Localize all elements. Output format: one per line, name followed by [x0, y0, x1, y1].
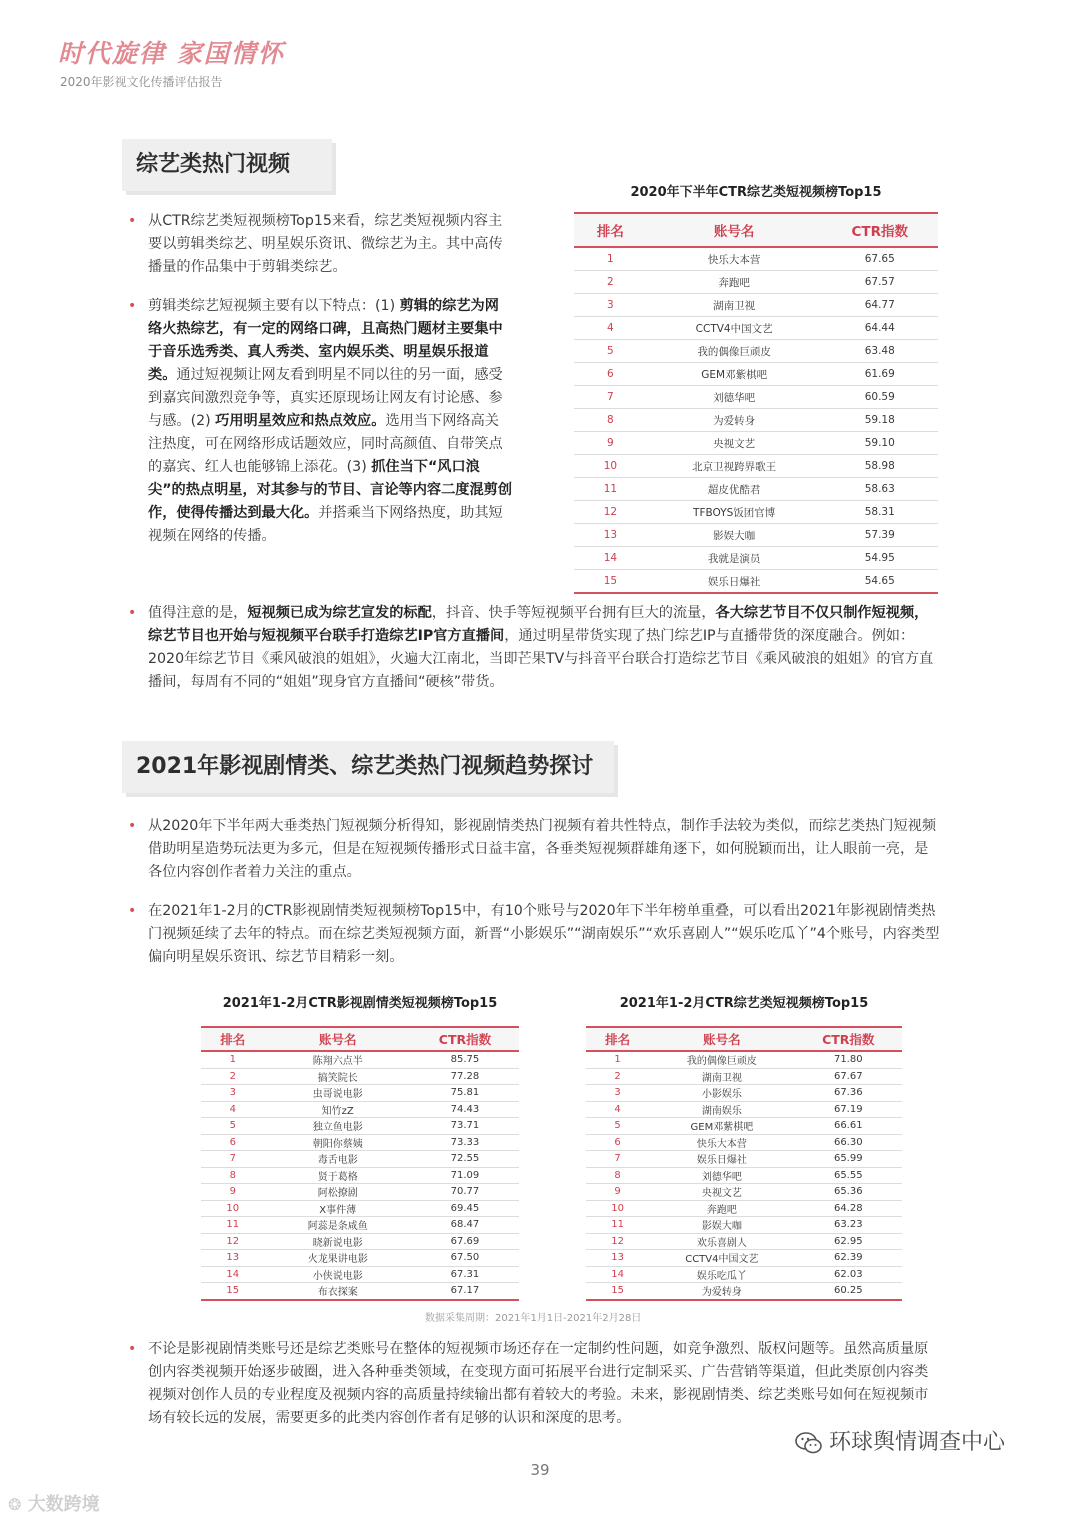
table-row [574, 547, 938, 570]
rank-cell: 7 [574, 386, 647, 409]
rank-cell: 9 [574, 432, 647, 455]
rank-cell: 6 [586, 1134, 649, 1151]
account-name-cell: 小侠说电影 [265, 1266, 411, 1283]
account-name-cell: TFBOYS饭团官博 [647, 501, 822, 524]
account-name-cell: 娱乐日爆社 [647, 570, 822, 594]
bullet-dot: • [128, 818, 137, 834]
ctr-index-cell: 64.77 [822, 294, 938, 317]
rank-cell: 13 [201, 1250, 265, 1267]
data-period-note: 数据采集周期：2021年1月1日-2021年2月28日 [425, 1313, 642, 1324]
ctr-index-cell: 65.99 [795, 1151, 902, 1168]
section1-banner: 综艺类热门视频 [122, 139, 332, 191]
account-name-cell: GEM邓紫棋吧 [649, 1118, 794, 1135]
account-name-cell: 我的偶像巨顽皮 [647, 340, 822, 363]
table-row [574, 501, 938, 524]
table-ctr-variety-2020h2 [574, 212, 938, 594]
table-row [201, 1051, 519, 1068]
rank-cell: 14 [201, 1266, 265, 1283]
ctr-index-cell: 71.80 [795, 1051, 902, 1068]
rank-cell: 4 [586, 1101, 649, 1118]
ctr-index-cell: 62.39 [795, 1250, 902, 1267]
table-row [586, 1217, 902, 1234]
rank-cell: 1 [201, 1051, 265, 1068]
rank-cell: 6 [574, 363, 647, 386]
account-name-cell: 独立鱼电影 [265, 1118, 411, 1135]
ctr-index-cell: 63.48 [822, 340, 938, 363]
ctr-index-cell: 67.57 [822, 271, 938, 294]
table-row [586, 1200, 902, 1217]
bullet-dot: • [128, 903, 137, 919]
account-name-cell: 火龙果讲电影 [265, 1250, 411, 1267]
table-row [586, 1250, 902, 1267]
ctr-index-cell: 68.47 [411, 1217, 519, 1234]
table-row [574, 409, 938, 432]
ctr-index-cell: 71.09 [411, 1167, 519, 1184]
rank-cell: 10 [201, 1200, 265, 1217]
rank-cell: 3 [201, 1085, 265, 1102]
table-row [201, 1250, 519, 1267]
table-row [586, 1085, 902, 1102]
table-row [574, 386, 938, 409]
ctr-index-cell: 67.50 [411, 1250, 519, 1267]
account-name-cell: 阿蕊是条咸鱼 [265, 1217, 411, 1234]
section2-bullet-3: • 不论是影视剧情类账号还是综艺类账号在整体的短视频市场还存在一定制约性问题，如竞争激烈、版权问题等。虽然高质量原创内容类视频开始逐步破圈，进入各种垂类领域，在变现方面可拓展平台进行定制采买、广告营销等渠道，但此类原创内容类视频对创作人员的专业程度及视频内容的高质量持续输出都有着较大的考验。未来，影视剧情类、综艺类账号如何在短视频市场有较长远的发展，需要更多的此类内容创作者有足够的认识和深度的思考。 [148, 1338, 940, 1430]
table-ctr-drama-2021 [201, 1026, 519, 1301]
rank-cell: 12 [574, 501, 647, 524]
rank-cell: 2 [201, 1068, 265, 1085]
rank-cell: 11 [574, 478, 647, 501]
ctr-index-cell: 58.98 [822, 455, 938, 478]
page-number: 39 [530, 1461, 550, 1479]
rank-cell: 15 [574, 570, 647, 594]
table-row [201, 1068, 519, 1085]
table-row [574, 478, 938, 501]
table-row [201, 1167, 519, 1184]
table-row [201, 1184, 519, 1201]
table-row [201, 1101, 519, 1118]
account-name-cell: 知竹zZ [265, 1101, 411, 1118]
rank-cell: 10 [586, 1200, 649, 1217]
ctr-index-cell: 63.23 [795, 1217, 902, 1234]
rank-cell: 11 [586, 1217, 649, 1234]
account-name-cell: 奔跑吧 [647, 271, 822, 294]
ctr-index-cell: 59.18 [822, 409, 938, 432]
account-name-cell: 影娱大咖 [649, 1217, 794, 1234]
ctr-index-cell: 59.10 [822, 432, 938, 455]
account-name-cell: 朝阳你蔡姨 [265, 1134, 411, 1151]
section2-banner: 2021年影视剧情类、综艺类热门视频趋势探讨 [122, 741, 614, 793]
section1-bullet-1: • 从CTR综艺类短视频榜Top15来看，综艺类短视频内容主要以剪辑类综艺、明星娱乐资讯、微综艺为主。其中高传播量的作品集中于剪辑类综艺。 [148, 210, 513, 279]
table-row [201, 1200, 519, 1217]
account-name-cell: 布衣探案 [265, 1283, 411, 1300]
account-name-cell: 晓新说电影 [265, 1233, 411, 1250]
ctr-index-cell: 67.17 [411, 1283, 519, 1300]
ctr-index-cell: 72.55 [411, 1151, 519, 1168]
account-name-cell: 虫哥说电影 [265, 1085, 411, 1102]
table-row [586, 1051, 902, 1068]
table-row [574, 455, 938, 478]
watermark-left: ❂ 大数跨境 [8, 1494, 100, 1515]
table-row [201, 1217, 519, 1234]
table-row [574, 363, 938, 386]
section1-bullet-2: • 剪辑类综艺短视频主要有以下特点：(1) 剪辑的综艺为网络火热综艺，有一定的网络口碑，且高热门题材主要集中于音乐选秀类、真人秀类、室内娱乐类、明星娱乐报道类。通过短视频让网友看到明星不同以往的另一面，感受到嘉宾间激烈竞争等，真实还原现场让网友有讨论感、参与感。(2) 巧用明星效应和热点效应。选用当下网络高关注热度，可在网络形成话题效应，同时高颜值、自带笑点的嘉宾、红人也能够锦上添花。(3) 抓住当下“风口浪尖”的热点明星，对其参与的节目、言论等内容二度混剪创作，使得传播达到最大化。并搭乘当下网络热度，助其短视频在网络的传播。 [148, 295, 513, 548]
account-name-cell: 快乐大本营 [649, 1134, 794, 1151]
table-ctr-variety-2021 [586, 1026, 902, 1301]
ctr-index-cell: 61.69 [822, 363, 938, 386]
rank-cell: 8 [586, 1167, 649, 1184]
rank-cell: 9 [201, 1184, 265, 1201]
header-subtitle: 2020年影视文化传播评估报告 [60, 75, 223, 89]
column-header: 账号名 [265, 1027, 411, 1051]
table2-title: 2021年1-2月CTR影视剧情类短视频榜Top15 [222, 996, 498, 1011]
ctr-index-cell: 67.36 [795, 1085, 902, 1102]
table-row [201, 1118, 519, 1135]
column-header: 账号名 [647, 213, 822, 247]
ctr-index-cell: 64.28 [795, 1200, 902, 1217]
header-title: 时代旋律 家国情怀 [58, 39, 285, 68]
ctr-index-cell: 66.61 [795, 1118, 902, 1135]
account-name-cell: 搞笑院长 [265, 1068, 411, 1085]
account-name-cell: 我就是演员 [647, 547, 822, 570]
rank-cell: 10 [574, 455, 647, 478]
rank-cell: 12 [201, 1233, 265, 1250]
account-name-cell: 影娱大咖 [647, 524, 822, 547]
account-name-cell: 超皮优酷君 [647, 478, 822, 501]
ctr-index-cell: 67.31 [411, 1266, 519, 1283]
bullet-dot: • [128, 605, 137, 621]
table-row [201, 1233, 519, 1250]
ctr-index-cell: 67.65 [822, 247, 938, 271]
column-header: CTR指数 [411, 1027, 519, 1051]
ctr-index-cell: 54.65 [822, 570, 938, 594]
account-name-cell: 毒舌电影 [265, 1151, 411, 1168]
account-name-cell: 奔跑吧 [649, 1200, 794, 1217]
table-row [574, 570, 938, 594]
account-name-cell: 央视文艺 [649, 1184, 794, 1201]
account-name-cell: 欢乐喜剧人 [649, 1233, 794, 1250]
account-name-cell: 湖南娱乐 [649, 1101, 794, 1118]
section2-bullet-1: • 从2020年下半年两大垂类热门短视频分析得知，影视剧情类热门视频有着共性特点，制作手法较为类似，而综艺类热门短视频借助明星造势玩法更为多元，但是在短视频传播形式日益丰富，各垂类短视频群雄角逐下，如何脱颖而出，让人眼前一亮，是各位内容创作者着力关注的重点。 [148, 815, 940, 884]
column-header: 排名 [574, 213, 647, 247]
account-name-cell: 央视文艺 [647, 432, 822, 455]
rank-cell: 12 [586, 1233, 649, 1250]
account-name-cell: X事件薄 [265, 1200, 411, 1217]
table-row [201, 1151, 519, 1168]
rank-cell: 4 [201, 1101, 265, 1118]
account-name-cell: 小影娱乐 [649, 1085, 794, 1102]
bullet-dot: • [128, 213, 137, 229]
rank-cell: 13 [574, 524, 647, 547]
weibo-icon: ❂ [8, 1495, 22, 1514]
account-name-cell: 贤于葛格 [265, 1167, 411, 1184]
rank-cell: 7 [201, 1151, 265, 1168]
ctr-index-cell: 65.55 [795, 1167, 902, 1184]
table-row [574, 271, 938, 294]
ctr-index-cell: 64.44 [822, 317, 938, 340]
rank-cell: 6 [201, 1134, 265, 1151]
rank-cell: 11 [201, 1217, 265, 1234]
ctr-index-cell: 73.71 [411, 1118, 519, 1135]
rank-cell: 9 [586, 1184, 649, 1201]
ctr-index-cell: 85.75 [411, 1051, 519, 1068]
table-row [586, 1068, 902, 1085]
account-name-cell: 刘德华吧 [649, 1167, 794, 1184]
account-name-cell: 刘德华吧 [647, 386, 822, 409]
account-name-cell: 我的偶像巨顽皮 [649, 1051, 794, 1068]
ctr-index-cell: 67.67 [795, 1068, 902, 1085]
ctr-index-cell: 74.43 [411, 1101, 519, 1118]
rank-cell: 14 [574, 547, 647, 570]
table-row [586, 1233, 902, 1250]
table-row [586, 1118, 902, 1135]
section1-bullet-3: • 值得注意的是，短视频已成为综艺宣发的标配，抖音、快手等短视频平台拥有巨大的流量，各大综艺节目不仅只制作短视频，综艺节目也开始与短视频平台联手打造综艺IP官方直播间，通过明星带货实现了热门综艺IP与直播带货的深度融合。例如：2020年综艺节目《乘风破浪的姐姐》，火遍大江南北，当即芒果TV与抖音平台联合打造综艺节目《乘风破浪的姐姐》的官方直播间，每周有不同的“姐姐”现身官方直播间“硬核”带货。 [148, 602, 940, 694]
ctr-index-cell: 60.59 [822, 386, 938, 409]
rank-cell: 1 [574, 247, 647, 271]
table-row [586, 1134, 902, 1151]
rank-cell: 4 [574, 317, 647, 340]
ctr-index-cell: 60.25 [795, 1283, 902, 1300]
rank-cell: 3 [574, 294, 647, 317]
account-name-cell: 湖南卫视 [649, 1068, 794, 1085]
rank-cell: 7 [586, 1151, 649, 1168]
ctr-index-cell: 75.81 [411, 1085, 519, 1102]
account-name-cell: 阿松撩剧 [265, 1184, 411, 1201]
rank-cell: 14 [586, 1266, 649, 1283]
table-row [574, 294, 938, 317]
table-row [201, 1134, 519, 1151]
table-row [574, 340, 938, 363]
rank-cell: 5 [201, 1118, 265, 1135]
account-name-cell: CCTV4中国文艺 [649, 1250, 794, 1267]
table-row [574, 432, 938, 455]
table3-title: 2021年1-2月CTR综艺类短视频榜Top15 [619, 996, 869, 1011]
rank-cell: 1 [586, 1051, 649, 1068]
rank-cell: 2 [586, 1068, 649, 1085]
column-header: CTR指数 [822, 213, 938, 247]
table1-title: 2020年下半年CTR综艺类短视频榜Top15 [630, 185, 882, 200]
table-row [586, 1151, 902, 1168]
rank-cell: 15 [201, 1283, 265, 1300]
column-header: CTR指数 [795, 1027, 902, 1051]
table-row [586, 1283, 902, 1300]
rank-cell: 3 [586, 1085, 649, 1102]
rank-cell: 5 [586, 1118, 649, 1135]
ctr-index-cell: 57.39 [822, 524, 938, 547]
account-name-cell: 北京卫视跨界歌王 [647, 455, 822, 478]
rank-cell: 8 [201, 1167, 265, 1184]
ctr-index-cell: 62.03 [795, 1266, 902, 1283]
table-row [586, 1101, 902, 1118]
table-row [574, 317, 938, 340]
table-row [574, 247, 938, 271]
account-name-cell: 湖南卫视 [647, 294, 822, 317]
table-row [201, 1266, 519, 1283]
ctr-index-cell: 69.45 [411, 1200, 519, 1217]
account-name-cell: GEM邓紫棋吧 [647, 363, 822, 386]
table-row [586, 1184, 902, 1201]
account-name-cell: 陈翔六点半 [265, 1051, 411, 1068]
ctr-index-cell: 62.95 [795, 1233, 902, 1250]
column-header: 排名 [201, 1027, 265, 1051]
ctr-index-cell: 77.28 [411, 1068, 519, 1085]
account-name-cell: 快乐大本营 [647, 247, 822, 271]
ctr-index-cell: 54.95 [822, 547, 938, 570]
watermark-right: 环球舆情调查中心 [795, 1425, 1005, 1456]
ctr-index-cell: 67.19 [795, 1101, 902, 1118]
account-name-cell: 为爱转身 [649, 1283, 794, 1300]
table-row [586, 1167, 902, 1184]
ctr-index-cell: 58.31 [822, 501, 938, 524]
bullet-dot: • [128, 1341, 137, 1357]
table-row [586, 1266, 902, 1283]
ctr-index-cell: 73.33 [411, 1134, 519, 1151]
section2-bullet-2: • 在2021年1-2月的CTR影视剧情类短视频榜Top15中，有10个账号与2020年下半年榜单重叠，可以看出2021年影视剧情类热门视频延续了去年的特点。而在综艺类短视频方面，新晋“小影娱乐”“湖南娱乐”“欢乐喜剧人”“娱乐吃瓜丫”4个账号，内容类型偏向明星娱乐资讯、综艺节目精彩一刻。 [148, 900, 940, 969]
rank-cell: 5 [574, 340, 647, 363]
table-row [201, 1283, 519, 1300]
column-header: 账号名 [649, 1027, 794, 1051]
ctr-index-cell: 65.36 [795, 1184, 902, 1201]
bullet-dot: • [128, 298, 137, 314]
account-name-cell: 为爱转身 [647, 409, 822, 432]
ctr-index-cell: 70.77 [411, 1184, 519, 1201]
rank-cell: 13 [586, 1250, 649, 1267]
rank-cell: 15 [586, 1283, 649, 1300]
rank-cell: 8 [574, 409, 647, 432]
account-name-cell: CCTV4中国文艺 [647, 317, 822, 340]
account-name-cell: 娱乐日爆社 [649, 1151, 794, 1168]
table-row [201, 1085, 519, 1102]
table-row [574, 524, 938, 547]
ctr-index-cell: 66.30 [795, 1134, 902, 1151]
account-name-cell: 娱乐吃瓜丫 [649, 1266, 794, 1283]
column-header: 排名 [586, 1027, 649, 1051]
rank-cell: 2 [574, 271, 647, 294]
wechat-icon [795, 1432, 823, 1454]
ctr-index-cell: 58.63 [822, 478, 938, 501]
ctr-index-cell: 67.69 [411, 1233, 519, 1250]
